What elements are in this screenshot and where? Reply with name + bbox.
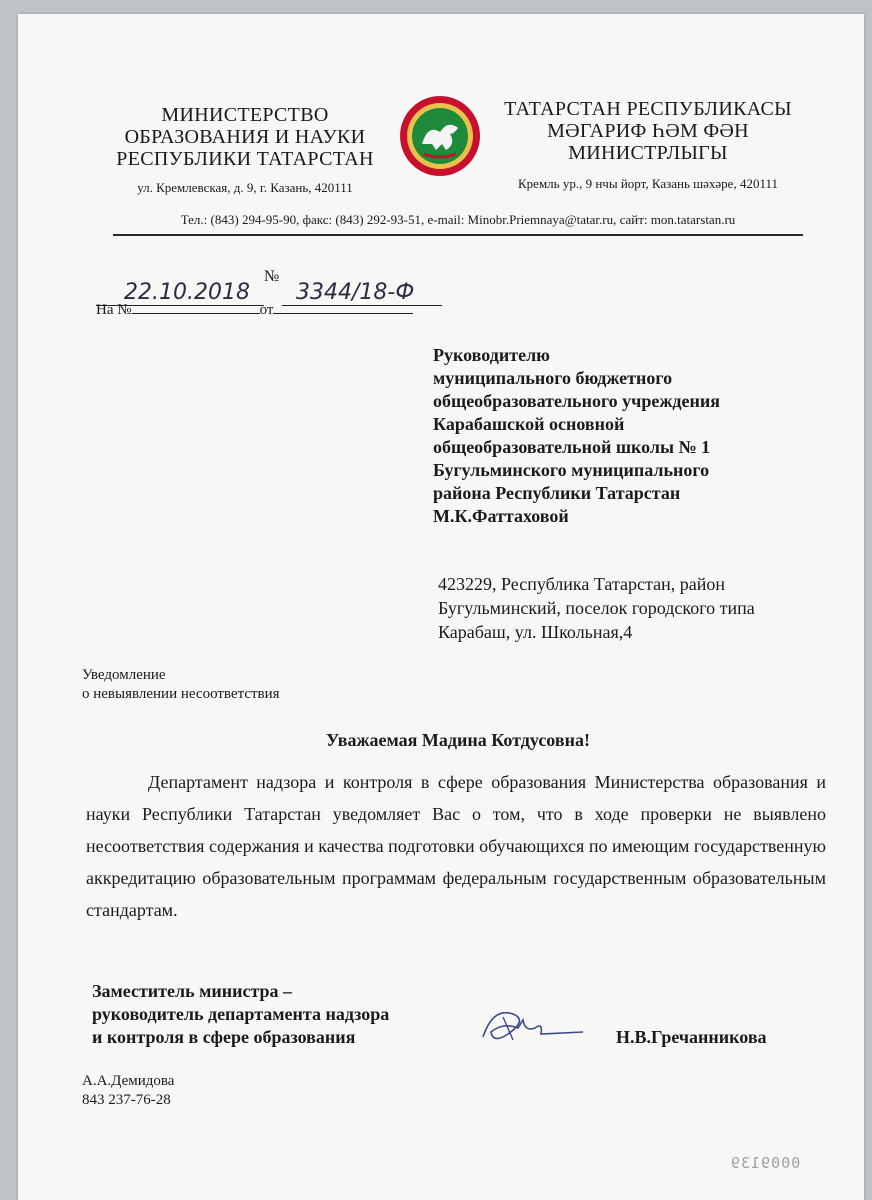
recipient-line-4: Карабашской основной — [433, 414, 625, 434]
executor-name: А.А.Демидова — [82, 1073, 175, 1089]
reference-line — [96, 302, 413, 319]
recipient-line-2: муниципального бюджетного — [433, 368, 673, 388]
contacts-line: Тел.: (843) 294-95-90, факс: (843) 292-93-51, e-mail: Minobr.Priemnaya@tatar.ru, сайт: mon.tatarstan.ru — [180, 212, 736, 227]
recipient-line-8: М.К.Фаттаховой — [433, 506, 569, 526]
ministry-address-tatar: Кремль ур., 9 нчы йорт, Казань шәхәре, 420111 — [518, 176, 778, 191]
signatory-name: Н.В.Гречанникова — [616, 1027, 767, 1047]
handwritten-signature-icon — [473, 1002, 593, 1052]
signatory-position — [92, 980, 472, 1049]
address-line-1: 423229, Республика Татарстан, район — [438, 574, 725, 594]
ministry-tatar-line-3: МИНИСТРЛЫГЫ — [568, 142, 728, 164]
ministry-line-2: ОБРАЗОВАНИЯ И НАУКИ — [124, 126, 366, 148]
ministry-tatar-line-1: ТАТАРСТАН РЕСПУБЛИКАСЫ — [504, 98, 792, 120]
salutation: Уважаемая Мадина Котдусовна! — [326, 730, 590, 750]
number-sign: № — [264, 268, 280, 285]
executor-block — [82, 1072, 174, 1110]
recipient-line-1: Руководителю — [433, 345, 550, 365]
recipient-address — [438, 572, 818, 644]
executor-phone: 843 237-76-28 — [82, 1092, 171, 1108]
recipient-line-6: Бугульминского муниципального — [433, 460, 710, 480]
handwritten-number: 3344/18-Ф — [296, 280, 415, 305]
ministry-line-3: РЕСПУБЛИКИ ТАТАРСТАН — [116, 148, 374, 170]
reference-prefix: На № — [96, 302, 132, 318]
position-line-3: и контроля в сфере образования — [92, 1027, 356, 1047]
header-divider — [113, 234, 803, 236]
ministry-address-russian: ул. Кремлевская, д. 9, г. Казань, 420111 — [137, 180, 353, 195]
address-line-3: Карабаш, ул. Школьная,4 — [438, 622, 633, 642]
reference-from: от — [259, 302, 274, 318]
subject-line-1: Уведомление — [82, 667, 166, 683]
position-line-2: руководитель департамента надзора — [92, 1004, 390, 1024]
recipient-line-3: общеобразовательного учреждения — [433, 391, 720, 411]
recipient-block — [433, 344, 813, 528]
serial-stamp-number: 0009139 — [730, 1154, 801, 1172]
address-line-2: Бугульминский, поселок городского типа — [438, 598, 755, 618]
ministry-name-russian — [100, 104, 390, 170]
tatarstan-emblem-icon — [398, 94, 482, 178]
handwritten-date: 22.10.2018 — [124, 280, 250, 305]
subject-line-2: о невыявлении несоответствия — [82, 686, 280, 702]
ministry-name-tatar — [493, 98, 803, 164]
position-line-1: Заместитель министра – — [92, 981, 293, 1001]
ministry-tatar-line-2: МӘГАРИФ ҺӘМ ФӘН — [547, 120, 749, 142]
letter-body: Департамент надзора и контроля в сфере образования Министерства образования и науки Республики Татарстан уведомляет Вас о том, что в ходе проверки не выявлено несоответствия содержания и качества подготовки обучающихся по имеющим государственную аккредитацию образовательным программам федеральным государственным образовательным стандартам. — [86, 772, 826, 920]
recipient-line-7: района Республики Татарстан — [433, 483, 681, 503]
recipient-line-5: общеобразовательной школы № 1 — [433, 437, 711, 457]
subject-block — [82, 666, 280, 704]
letter-page — [18, 14, 864, 1200]
ministry-line-1: МИНИСТЕРСТВО — [161, 104, 329, 126]
